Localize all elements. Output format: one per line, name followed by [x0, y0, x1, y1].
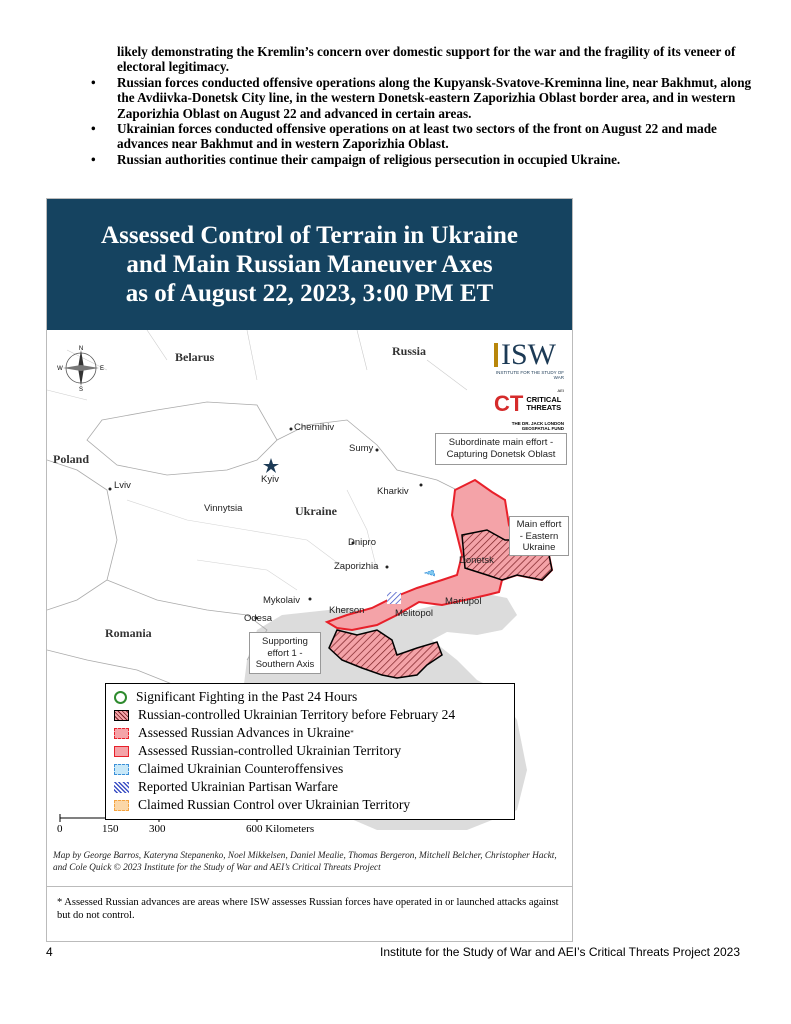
country-russia: Russia — [392, 344, 427, 358]
city-vinnytsia: Vinnytsia — [204, 503, 243, 514]
bullet-item: • Russian authorities continue their campaign of religious persecution in occupied Ukraine. — [91, 151, 621, 167]
map-credit: Map by George Barros, Kateryna Stepanenko, Noel Mikkelsen, Daniel Mealie, Thomas Bergeron, Mitchell Belcher, Christopher Hackt, and Cole Quick © 2023 Institute for the Study of War and AEI’s Critical Threats Project — [53, 851, 557, 873]
legend-item: Claimed Russian Control over Ukrainian Territory — [114, 796, 410, 814]
bullet-continuation: likely demonstrating the Kremlin’s concern over domestic support for the war and the fragility of its veneer of electoral legitimacy. — [117, 44, 736, 75]
critical-threats-logo: AEI CT CRITICAL THREATS THE DR. JACK LONDON GEOSPATIAL FUND — [494, 388, 564, 431]
legend-item: Russian-controlled Ukrainian Territory before February 24 — [114, 706, 455, 724]
city-chernihiv: Chernihiv — [294, 422, 335, 433]
scale-label-300: 300 — [149, 823, 166, 835]
green-ring-icon — [114, 691, 127, 704]
scale-label-150: 150 — [102, 823, 119, 835]
blue-hatch-swatch-icon — [114, 782, 129, 793]
dashed-blue-swatch-icon — [114, 764, 129, 775]
country-romania: Romania — [105, 626, 152, 640]
compass-w: W — [57, 366, 63, 372]
page-number: 4 — [46, 945, 53, 959]
legend-item: Reported Ukrainian Partisan Warfare — [114, 778, 338, 796]
bullet-text: Russian authorities continue their campaign of religious persecution in occupied Ukraine. — [117, 151, 621, 167]
city-mariupol: Mariupol — [445, 596, 482, 607]
partisan-area — [387, 592, 401, 604]
legend-item: Significant Fighting in the Past 24 Hours — [114, 688, 357, 706]
bullet-list — [88, 44, 758, 167]
city-dnipro: Dnipro — [348, 537, 376, 548]
legend-item: Assessed Russian-controlled Ukrainian Territory — [114, 742, 401, 760]
compass-s: S — [78, 387, 84, 392]
country-poland: Poland — [53, 452, 90, 466]
compass-n: N — [78, 346, 84, 352]
city-mykolaiv: Mykolaiv — [263, 595, 300, 606]
legend-item: Claimed Ukrainian Counteroffensives — [114, 760, 343, 778]
city-dot-kharkiv — [420, 484, 423, 487]
city-melitopol: Melitopol — [395, 608, 434, 619]
bullet-item: • Ukrainian forces conducted offensive operations on at least two sectors of the front on August 22 and made advances near Bakhmut and in western Zaporizhia Oblast. — [91, 121, 717, 152]
scale-label-0: 0 — [57, 823, 63, 835]
country-belarus: Belarus — [175, 350, 215, 364]
city-kyiv: Kyiv — [261, 474, 279, 485]
callout-subordinate-effort: Subordinate main effort - Capturing Donetsk Oblast — [435, 433, 567, 465]
city-lviv: Lviv — [114, 480, 131, 491]
legend-item: Assessed Russian Advances in Ukraine * — [114, 724, 354, 742]
scale-label-600: 600 Kilometers — [246, 823, 315, 835]
map-title: Assessed Control of Terrain in Ukraine and Main Russian Maneuver Axes as of August 22, 2023, 3:00 PM ET — [101, 222, 518, 307]
compass-icon — [57, 344, 105, 392]
map-footnote: * Assessed Russian advances are areas where ISW assesses Russian forces have operated in or launched attacks against but do not control. — [47, 886, 572, 942]
page-footer-text: Institute for the Study of War and AEI’s Critical Threats Project 2023 — [380, 945, 740, 959]
callout-supporting-effort: Supporting effort 1 - Southern Axis — [249, 632, 321, 674]
city-odesa: Odesa — [244, 613, 272, 624]
city-sumy: Sumy — [349, 443, 374, 454]
terrain-map-figure — [46, 198, 573, 942]
city-kharkiv: Kharkiv — [377, 486, 409, 497]
map-header — [47, 199, 572, 330]
city-dot-mykolaiv — [309, 598, 312, 601]
dashed-orange-swatch-icon — [114, 800, 129, 811]
solid-red-swatch-icon — [114, 746, 129, 757]
city-dot-zaporizhia — [386, 566, 389, 569]
isw-flag-icon — [494, 343, 498, 367]
map-body — [47, 330, 572, 886]
city-donetsk: Donetsk — [459, 555, 494, 566]
country-ukraine: Ukraine — [295, 504, 337, 518]
city-dot-sumy — [376, 449, 379, 452]
city-zaporizhia: Zaporizhia — [334, 561, 379, 572]
map-legend — [105, 683, 515, 820]
callout-main-effort: Main effort - Eastern Ukraine — [509, 516, 569, 556]
black-hatch-swatch-icon — [114, 710, 129, 721]
dashed-red-swatch-icon — [114, 728, 129, 739]
bullet-text: Russian forces conducted offensive operations along the Kupyansk-Svatove-Kreminna line, near Bakhmut, along the Avdiivka-Donetsk City line, in the western Donetsk-eastern Zaporizhia Oblast border area, and in western Zaporizhia Oblast on August 22 and advanced in certain areas. — [117, 74, 752, 121]
city-dot-lviv — [109, 488, 112, 491]
compass-e: E — [99, 366, 105, 372]
city-kherson: Kherson — [329, 605, 365, 616]
isw-logo: ISW INSTITUTE FOR THE STUDY OF WAR — [495, 338, 564, 380]
city-dot-chernihiv — [290, 428, 293, 431]
bullet-text: Ukrainian forces conducted offensive operations on at least two sectors of the front on August 22 and made advances near Bakhmut and in western Zaporizhia Oblast. — [117, 121, 717, 152]
bullet-item: • Russian forces conducted offensive operations along the Kupyansk-Svatove-Kreminna line, near Bakhmut, along the Avdiivka-Donetsk City line, in the western Donetsk-eastern Zaporizhia Oblast border area, and in western Zaporizhia Oblast on August 22 and advanced in certain areas. — [91, 74, 752, 121]
